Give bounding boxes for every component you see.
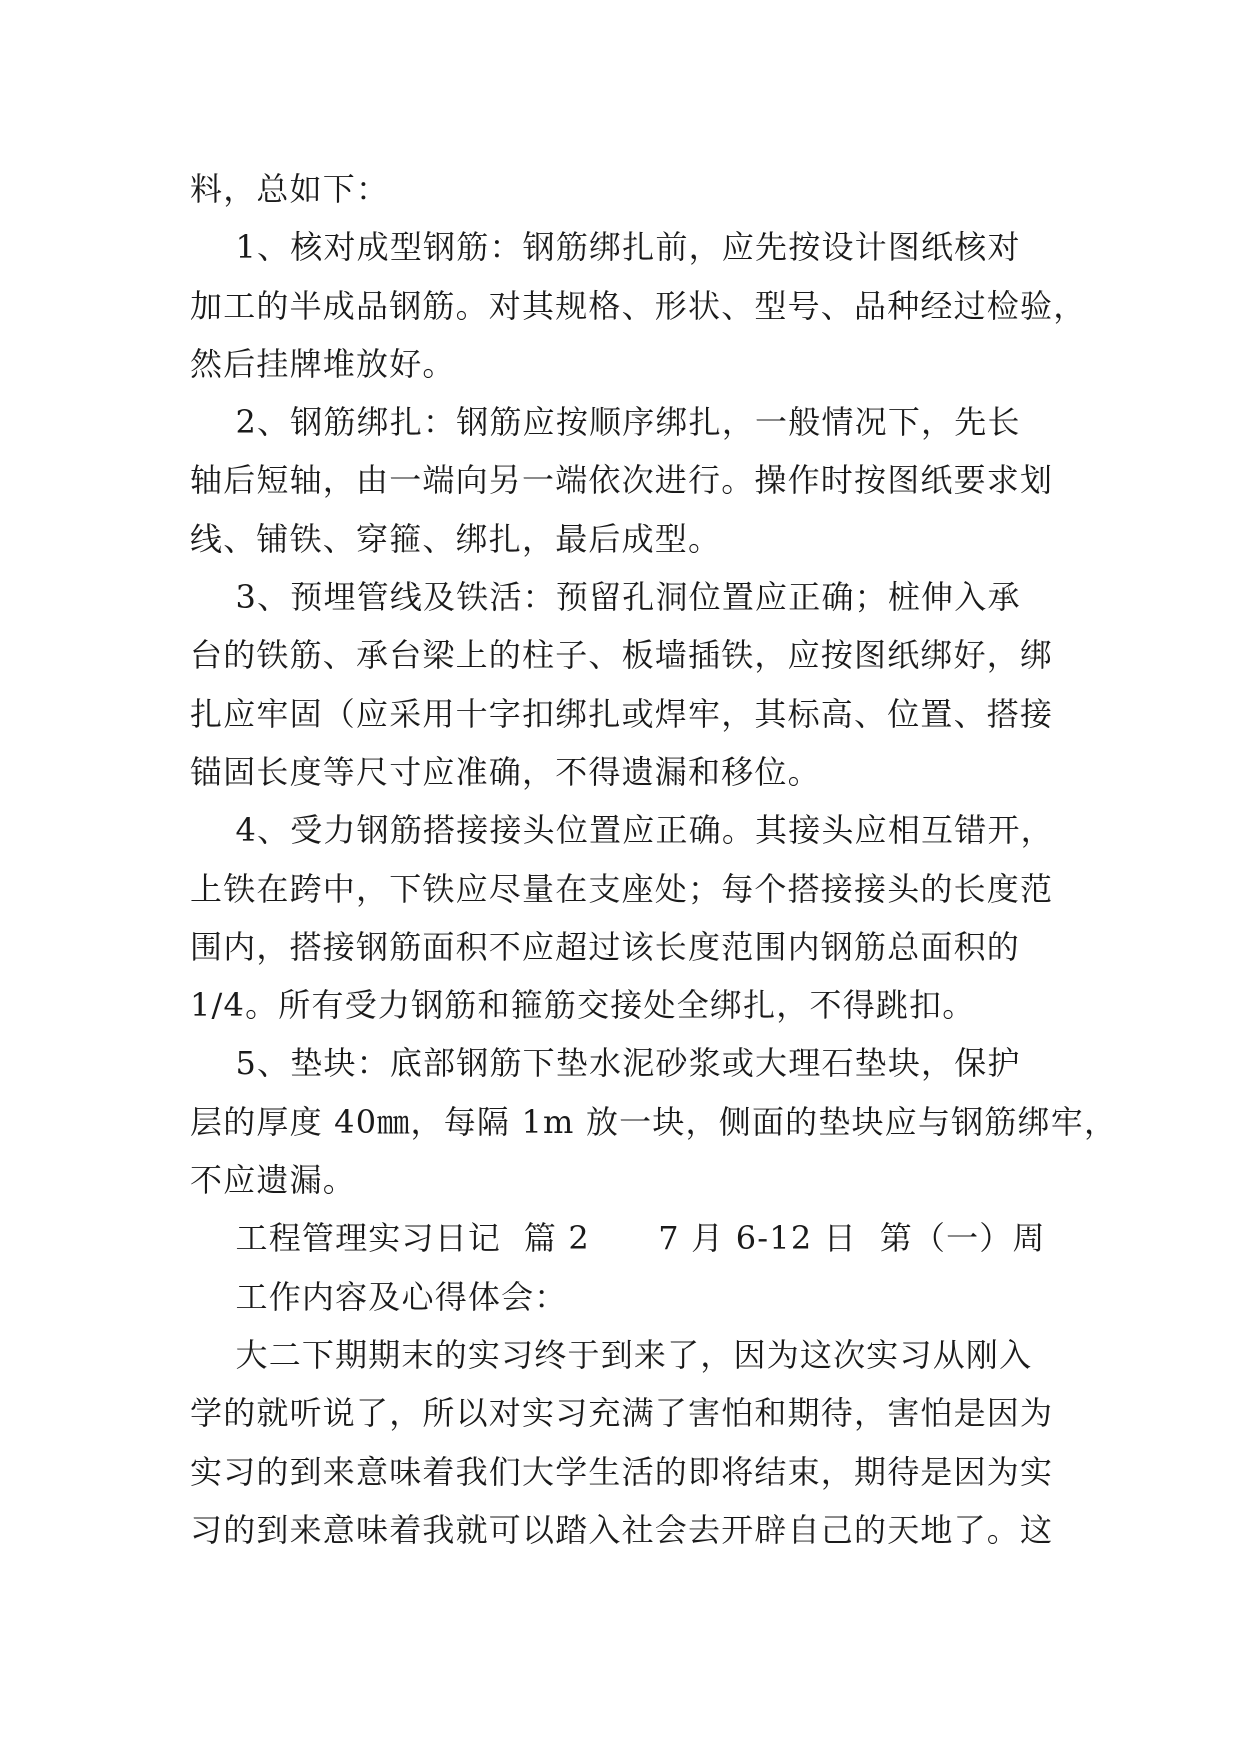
text-line: 层的厚度 40㎜，每隔 1m 放一块，侧面的垫块应与钢筋绑牢， [190,1102,1118,1141]
text-line: 2、钢筋绑扎：钢筋应按顺序绑扎，一般情况下，先长 [190,403,1021,442]
text-line: 1、核对成型钢筋：钢筋绑扎前，应先按设计图纸核对 [190,228,1021,267]
text-line: 4、受力钢筋搭接接头位置应正确。其接头应相互错开， [190,811,1054,850]
text-line: 台的铁筋、承台梁上的柱子、板墙插铁，应按图纸绑好，绑 [190,636,1054,675]
text-line: 上铁在跨中，下铁应尽量在支座处；每个搭接接头的长度范 [190,869,1054,908]
text-line: 轴后短轴，由一端向另一端依次进行。操作时按图纸要求划 [190,461,1054,500]
text-line: 大二下期期末的实习终于到来了，因为这次实习从刚入 [190,1335,1033,1374]
text-line: 实习的到来意味着我们大学生活的即将结束，期待是因为实 [190,1452,1054,1491]
text-line: 加工的半成品钢筋。对其规格、形状、型号、品种经过检验， [190,286,1087,325]
text-line: 锚固长度等尺寸应准确，不得遗漏和移位。 [190,752,821,791]
text-line: 然后挂牌堆放好。 [190,344,456,383]
text-line: 工作内容及心得体会： [190,1277,568,1316]
text-line: 5、垫块：底部钢筋下垫水泥砂浆或大理石垫块，保护 [190,1044,1021,1083]
section-heading: 工程管理实习日记 篇 2 7 月 6-12 日 第（一）周 [190,1219,1046,1258]
text-line: 习的到来意味着我就可以踏入社会去开辟自己的天地了。这 [190,1510,1054,1549]
text-line: 料，总如下： [190,170,390,208]
text-line: 学的就听说了，所以对实习充满了害怕和期待，害怕是因为 [190,1394,1054,1433]
document-body [190,160,1118,1559]
text-line: 1/4。所有受力钢筋和箍筋交接处全绑扎，不得跳扣。 [190,986,976,1025]
text-line: 扎应牢固（应采用十字扣绑扎或焊牢，其标高、位置、搭接 [190,694,1054,733]
text-line: 线、铺铁、穿箍、绑扎，最后成型。 [190,519,722,558]
text-line: 围内，搭接钢筋面积不应超过该长度范围内钢筋总面积的 [190,927,1021,966]
text-line: 3、预埋管线及铁活：预留孔洞位置应正确；桩伸入承 [190,578,1021,617]
text-line: 不应遗漏。 [190,1161,357,1200]
